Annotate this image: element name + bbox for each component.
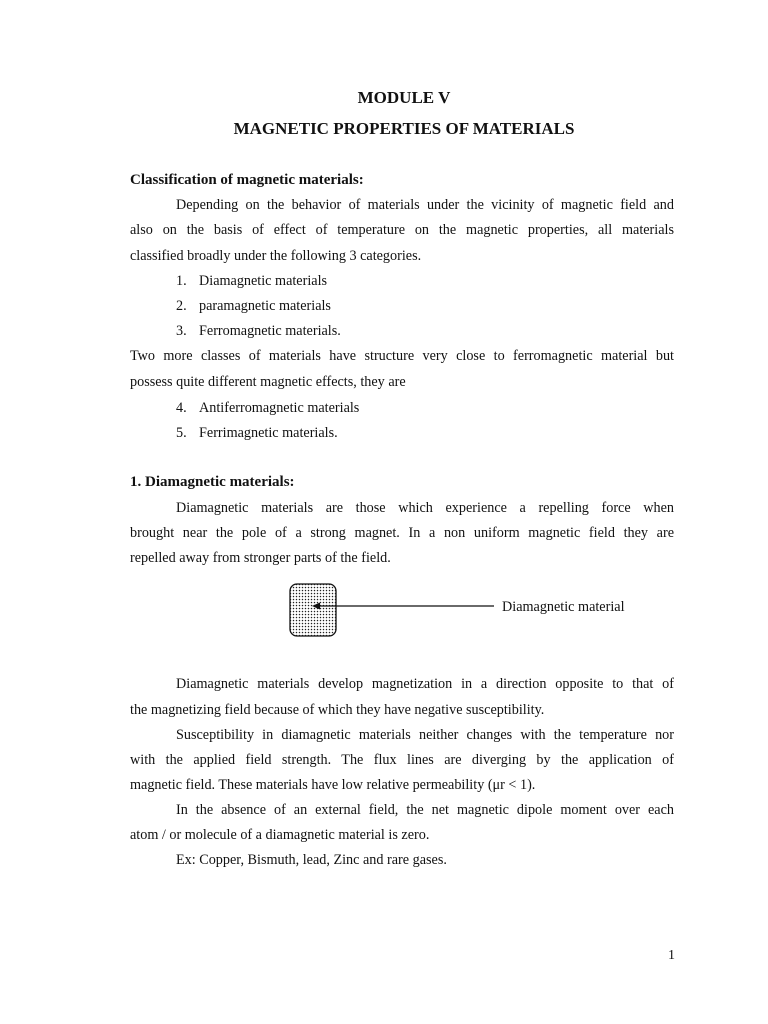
list-item bbox=[176, 298, 331, 315]
list-item-number: 4. bbox=[176, 400, 187, 416]
list-item-number: 3. bbox=[176, 323, 187, 339]
classification-intro-line: also on the basis of effect of temperature on the magnetic properties, all materials bbox=[130, 222, 674, 238]
diamagnetic-para-line: with the applied field strength. The flux lines are diverging by the application of bbox=[130, 752, 674, 768]
diamagnetic-para-line: In the absence of an external field, the net magnetic dipole moment over each bbox=[176, 802, 674, 818]
list-item-text: Ferrimagnetic materials. bbox=[199, 425, 338, 441]
more-classes-line: possess quite different magnetic effects, they are bbox=[130, 374, 406, 390]
main-title: MAGNETIC PROPERTIES OF MATERIALS bbox=[233, 119, 575, 138]
module-title: MODULE V bbox=[357, 88, 451, 107]
diamagnetic-para-line: Diamagnetic materials are those which experience a repelling force when bbox=[176, 500, 674, 516]
list-item-number: 2. bbox=[176, 298, 187, 314]
diamagnetic-heading: 1. Diamagnetic materials: bbox=[130, 474, 295, 490]
list-item-text: paramagnetic materials bbox=[199, 298, 331, 314]
list-item-text: Diamagnetic materials bbox=[199, 273, 328, 289]
material-block bbox=[290, 584, 336, 636]
diamagnetic-para-line: the magnetizing field because of which they have negative susceptibility. bbox=[130, 702, 545, 718]
more-classes-line: Two more classes of materials have structure very close to ferromagnetic material but bbox=[130, 348, 674, 364]
diamagnetic-figure bbox=[280, 580, 540, 640]
classification-heading: Classification of magnetic materials: bbox=[130, 172, 364, 188]
diamagnetic-para-line: Susceptibility in diamagnetic materials neither changes with the temperature nor bbox=[176, 727, 674, 743]
list-item bbox=[176, 323, 341, 340]
classification-intro-line: Depending on the behavior of materials under the vicinity of magnetic field and bbox=[176, 197, 674, 213]
list-item-number: 5. bbox=[176, 425, 187, 441]
classification-intro-line: classified broadly under the following 3 categories. bbox=[130, 248, 422, 264]
list-item-number: 1. bbox=[176, 273, 187, 289]
figure-label: Diamagnetic material bbox=[502, 599, 625, 615]
diamagnetic-para-line: brought near the pole of a strong magnet. In a non uniform magnetic field they are bbox=[130, 525, 674, 541]
list-item bbox=[176, 273, 327, 290]
list-item-text: Ferromagnetic materials. bbox=[199, 323, 341, 339]
diamagnetic-diagram bbox=[280, 580, 540, 640]
page-number: 1 bbox=[668, 948, 675, 963]
diamagnetic-para-line: atom / or molecule of a diamagnetic material is zero. bbox=[130, 827, 430, 843]
example-line: Ex: Copper, Bismuth, lead, Zinc and rare gases. bbox=[176, 852, 447, 868]
list-item bbox=[176, 425, 338, 442]
diamagnetic-para-line: repelled away from stronger parts of the field. bbox=[130, 550, 391, 566]
list-item-text: Antiferromagnetic materials bbox=[199, 400, 360, 416]
list-item bbox=[176, 400, 359, 417]
diamagnetic-para-line: magnetic field. These materials have low relative permeability (μr < 1). bbox=[130, 777, 536, 793]
diamagnetic-para-line: Diamagnetic materials develop magnetization in a direction opposite to that of bbox=[176, 676, 674, 692]
